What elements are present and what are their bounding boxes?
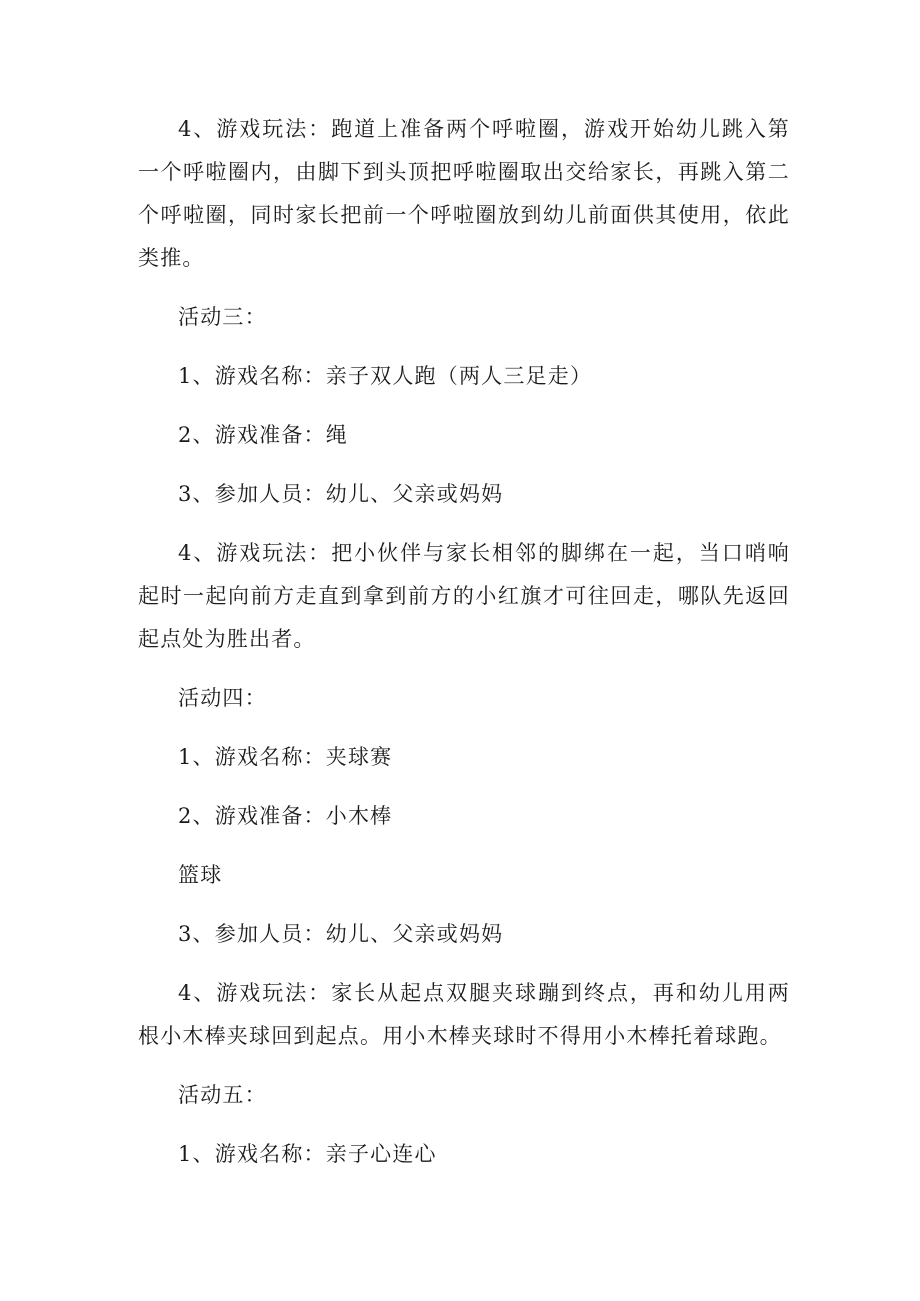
paragraph-game-prep: 2、游戏准备：绳 xyxy=(178,423,348,447)
paragraph-game-name: 1、游戏名称：亲子心连心 xyxy=(178,1142,437,1166)
paragraph-game-name: 1、游戏名称：夹球赛 xyxy=(178,745,393,769)
paragraph-game-prep: 2、游戏准备：小木棒 xyxy=(178,804,393,828)
document-body xyxy=(138,108,790,1176)
paragraph-game-prep-item: 篮球 xyxy=(178,863,223,887)
paragraph-game-rules-hoop: 4、游戏玩法：跑道上准备两个呼啦圈，游戏开始幼儿跳入第一个呼啦圈内，由脚下到头顶把呼啦圈取出交给家长，再跳入第二个呼啦圈，同时家长把前一个呼啦圈放到幼儿前面供其使用，依此类推。 xyxy=(138,117,790,270)
section-heading-activity-3: 活动三： xyxy=(178,305,267,329)
paragraph-game-name: 1、游戏名称：亲子双人跑（两人三足走） xyxy=(178,364,593,388)
paragraph-game-rules-three-legged: 4、游戏玩法：把小伙伴与家长相邻的脚绑在一起，当口哨响起时一起向前方走直到拿到前方的小红旗才可往回走，哪队先返回起点处为胜出者。 xyxy=(138,541,790,651)
paragraph-game-rules-ball: 4、游戏玩法：家长从起点双腿夹球蹦到终点，再和幼儿用两根小木棒夹球回到起点。用小木棒夹球时不得用小木棒托着球跑。 xyxy=(138,981,790,1048)
section-heading-activity-5: 活动五： xyxy=(178,1083,267,1107)
section-heading-activity-4: 活动四： xyxy=(178,686,267,710)
paragraph-participants: 3、参加人员：幼儿、父亲或妈妈 xyxy=(178,922,504,946)
paragraph-participants: 3、参加人员：幼儿、父亲或妈妈 xyxy=(178,482,504,506)
